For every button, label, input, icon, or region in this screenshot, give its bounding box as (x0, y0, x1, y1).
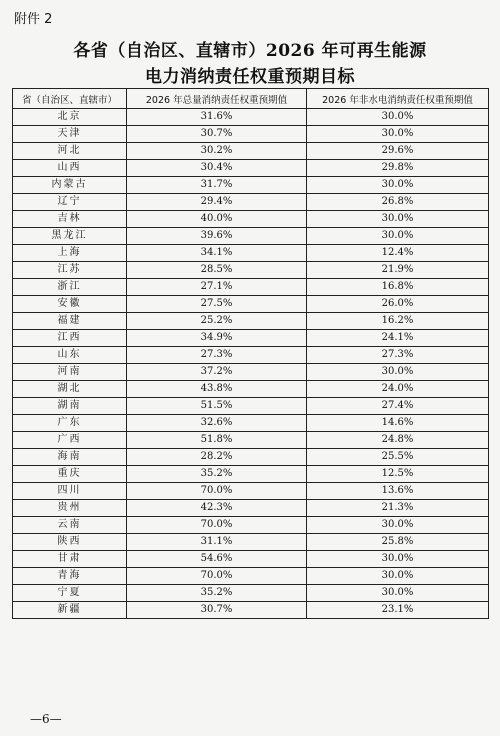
total-weight-cell: 51.5% (127, 398, 307, 415)
non-hydro-weight-cell: 21.9% (307, 262, 489, 279)
non-hydro-weight-cell: 26.0% (307, 296, 489, 313)
table-row (13, 347, 489, 364)
table-header-row (13, 89, 489, 109)
total-weight-cell: 37.2% (127, 364, 307, 381)
province-cell: 山西 (13, 160, 127, 177)
total-weight-cell: 35.2% (127, 585, 307, 602)
total-weight-cell: 70.0% (127, 517, 307, 534)
province-cell: 贵州 (13, 500, 127, 517)
non-hydro-weight-cell: 29.8% (307, 160, 489, 177)
non-hydro-weight-cell: 25.5% (307, 449, 489, 466)
table-body (13, 109, 489, 619)
non-hydro-weight-cell: 30.0% (307, 551, 489, 568)
table-row (13, 534, 489, 551)
total-weight-cell: 30.2% (127, 143, 307, 160)
total-weight-cell: 54.6% (127, 551, 307, 568)
total-weight-cell: 29.4% (127, 194, 307, 211)
total-weight-cell: 39.6% (127, 228, 307, 245)
total-weight-cell: 30.7% (127, 602, 307, 619)
province-cell: 江苏 (13, 262, 127, 279)
table-row (13, 517, 489, 534)
total-weight-cell: 28.2% (127, 449, 307, 466)
province-cell: 甘肃 (13, 551, 127, 568)
table-row (13, 296, 489, 313)
table-row (13, 364, 489, 381)
non-hydro-weight-cell: 21.3% (307, 500, 489, 517)
total-weight-cell: 30.4% (127, 160, 307, 177)
non-hydro-weight-cell: 30.0% (307, 211, 489, 228)
table-row (13, 262, 489, 279)
province-cell: 北京 (13, 109, 127, 126)
total-weight-cell: 34.9% (127, 330, 307, 347)
province-cell: 天津 (13, 126, 127, 143)
province-cell: 黑龙江 (13, 228, 127, 245)
table-row (13, 313, 489, 330)
non-hydro-weight-cell: 24.8% (307, 432, 489, 449)
province-cell: 山东 (13, 347, 127, 364)
non-hydro-weight-cell: 14.6% (307, 415, 489, 432)
total-weight-cell: 70.0% (127, 568, 307, 585)
non-hydro-weight-cell: 30.0% (307, 228, 489, 245)
total-weight-cell: 30.7% (127, 126, 307, 143)
non-hydro-weight-cell: 27.4% (307, 398, 489, 415)
non-hydro-weight-cell: 30.0% (307, 126, 489, 143)
attachment-label: 附件 2 (14, 12, 53, 27)
non-hydro-weight-cell: 25.8% (307, 534, 489, 551)
header-non-hydro-weight: 2026 年非水电消纳责任权重预期值 (307, 89, 489, 109)
table-row (13, 568, 489, 585)
total-weight-cell: 43.8% (127, 381, 307, 398)
province-cell: 新疆 (13, 602, 127, 619)
non-hydro-weight-cell: 30.0% (307, 364, 489, 381)
total-weight-cell: 28.5% (127, 262, 307, 279)
table-row (13, 551, 489, 568)
table-row (13, 177, 489, 194)
total-weight-cell: 34.1% (127, 245, 307, 262)
total-weight-cell: 35.2% (127, 466, 307, 483)
province-cell: 广东 (13, 415, 127, 432)
non-hydro-weight-cell: 30.0% (307, 109, 489, 126)
header-province: 省（自治区、直辖市） (13, 89, 127, 109)
table-row (13, 466, 489, 483)
table-row (13, 398, 489, 415)
province-cell: 重庆 (13, 466, 127, 483)
province-cell: 安徽 (13, 296, 127, 313)
province-cell: 宁夏 (13, 585, 127, 602)
table-row (13, 160, 489, 177)
document-title-line-2: 电力消纳责任权重预期目标 (145, 67, 355, 87)
province-cell: 湖南 (13, 398, 127, 415)
non-hydro-weight-cell: 24.1% (307, 330, 489, 347)
province-cell: 福建 (13, 313, 127, 330)
table-row (13, 432, 489, 449)
total-weight-cell: 31.1% (127, 534, 307, 551)
table-row (13, 602, 489, 619)
non-hydro-weight-cell: 16.8% (307, 279, 489, 296)
table-row (13, 449, 489, 466)
non-hydro-weight-cell: 30.0% (307, 517, 489, 534)
total-weight-cell: 25.2% (127, 313, 307, 330)
consumption-weight-table (12, 88, 489, 619)
total-weight-cell: 27.3% (127, 347, 307, 364)
province-cell: 内蒙古 (13, 177, 127, 194)
total-weight-cell: 31.6% (127, 109, 307, 126)
total-weight-cell: 42.3% (127, 500, 307, 517)
province-cell: 江西 (13, 330, 127, 347)
province-cell: 青海 (13, 568, 127, 585)
table-row (13, 194, 489, 211)
province-cell: 河南 (13, 364, 127, 381)
non-hydro-weight-cell: 23.1% (307, 602, 489, 619)
province-cell: 广西 (13, 432, 127, 449)
table-row (13, 500, 489, 517)
province-cell: 吉林 (13, 211, 127, 228)
page-number: —6— (30, 712, 62, 726)
total-weight-cell: 32.6% (127, 415, 307, 432)
total-weight-cell: 70.0% (127, 483, 307, 500)
non-hydro-weight-cell: 30.0% (307, 568, 489, 585)
table-row (13, 245, 489, 262)
table-row (13, 585, 489, 602)
header-total-weight: 2026 年总量消纳责任权重预期值 (127, 89, 307, 109)
table-row (13, 228, 489, 245)
non-hydro-weight-cell: 24.0% (307, 381, 489, 398)
total-weight-cell: 27.1% (127, 279, 307, 296)
total-weight-cell: 27.5% (127, 296, 307, 313)
total-weight-cell: 51.8% (127, 432, 307, 449)
non-hydro-weight-cell: 12.4% (307, 245, 489, 262)
non-hydro-weight-cell: 30.0% (307, 177, 489, 194)
non-hydro-weight-cell: 13.6% (307, 483, 489, 500)
document-title-line-1: 各省（自治区、直辖市）2026 年可再生能源 (73, 41, 427, 61)
non-hydro-weight-cell: 26.8% (307, 194, 489, 211)
table-row (13, 143, 489, 160)
table-row (13, 279, 489, 296)
table-row (13, 415, 489, 432)
province-cell: 河北 (13, 143, 127, 160)
table-row (13, 483, 489, 500)
province-cell: 四川 (13, 483, 127, 500)
table-row (13, 330, 489, 347)
non-hydro-weight-cell: 29.6% (307, 143, 489, 160)
table-row (13, 126, 489, 143)
province-cell: 上海 (13, 245, 127, 262)
province-cell: 浙江 (13, 279, 127, 296)
province-cell: 湖北 (13, 381, 127, 398)
non-hydro-weight-cell: 30.0% (307, 585, 489, 602)
province-cell: 云南 (13, 517, 127, 534)
province-cell: 海南 (13, 449, 127, 466)
table-row (13, 381, 489, 398)
non-hydro-weight-cell: 12.5% (307, 466, 489, 483)
total-weight-cell: 40.0% (127, 211, 307, 228)
table-row (13, 109, 489, 126)
province-cell: 陕西 (13, 534, 127, 551)
table-row (13, 211, 489, 228)
non-hydro-weight-cell: 27.3% (307, 347, 489, 364)
non-hydro-weight-cell: 16.2% (307, 313, 489, 330)
province-cell: 辽宁 (13, 194, 127, 211)
total-weight-cell: 31.7% (127, 177, 307, 194)
